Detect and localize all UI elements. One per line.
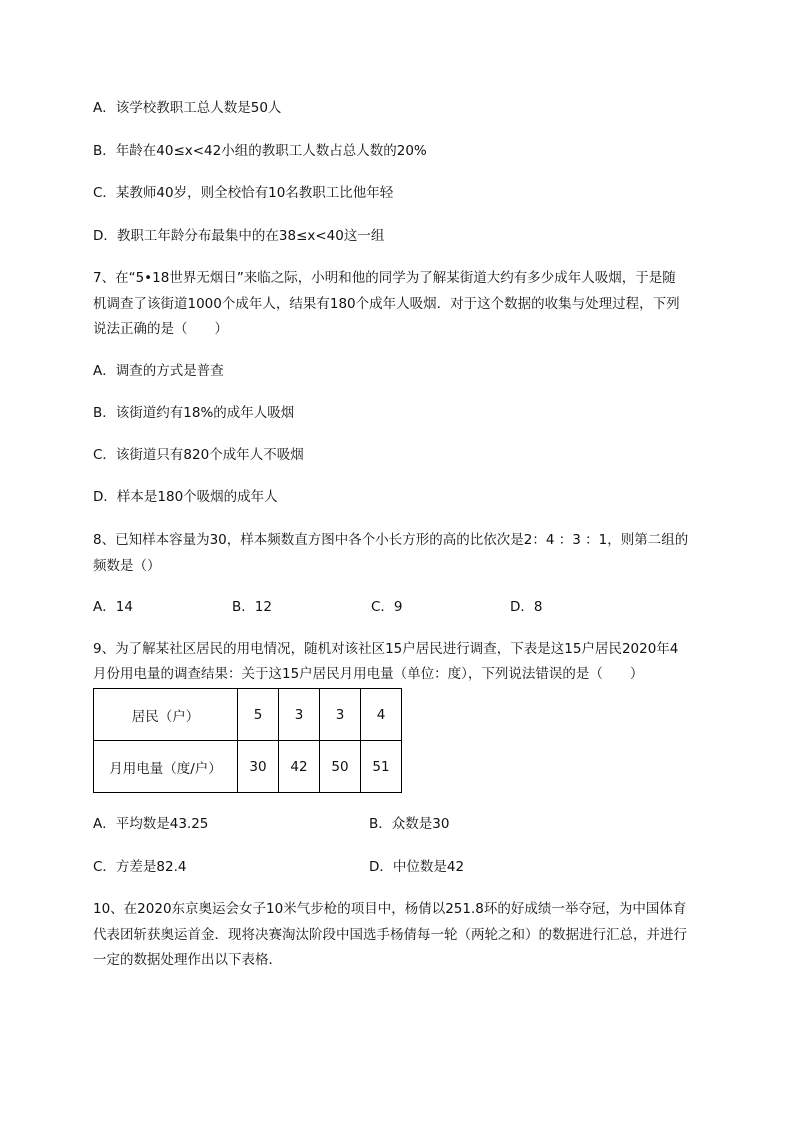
q8-option-a: A．14 [93,599,133,615]
q6-option-c: C．某教师40岁，则全校恰有10名教职工比他年轻 [93,185,394,201]
q9-option-a: A．平均数是43.25 [93,816,209,832]
q9-option-c: C．方差是82.4 [93,859,187,875]
electricity-table [93,688,402,793]
q9-stem-line1: 9、为了解某社区居民的用电情况，随机对该社区15户居民进行调查，下表是这15户居民2020年4 [93,641,679,657]
q10-stem-line3: 一定的数据处理作出以下表格． [93,952,282,968]
table-cell: 50 [320,741,361,793]
table-cell: 5 [238,689,279,741]
q8-option-c: C．9 [371,599,403,615]
q8-stem-line2: 频数是（） [93,558,161,574]
q7-stem-line2: 机调查了该街道1000个成年人，结果有180个成年人吸烟．对于这个数据的收集与处理过程，下列 [93,296,680,312]
q10-stem-line1: 10、在2020东京奥运会女子10米气步枪的项目中，杨倩以251.8环的好成绩一举夺冠，为中国体育 [93,901,687,917]
q10-stem-line2: 代表团斩获奥运首金．现将决赛淘汰阶段中国选手杨倩每一轮（两轮之和）的数据进行汇总，并进行 [93,927,687,943]
table-cell: 42 [279,741,320,793]
q7-option-a: A．调查的方式是普查 [93,363,224,379]
q9-stem-line2: 月份用电量的调查结果：关于这15户居民月用电量（单位：度），下列说法错误的是（ ） [93,666,644,682]
q9-option-d: D．中位数是42 [369,859,465,875]
q9-options-row2 [93,857,464,877]
table-cell: 3 [279,689,320,741]
q6-option-d: D．教职工年龄分布最集中的在38≤x<40这一组 [93,228,385,244]
q7-option-c: C．该街道只有820个成年人不吸烟 [93,447,304,463]
q7-option-d: D．样本是180个吸烟的成年人 [93,489,278,505]
table-row [94,741,402,793]
table-cell: 4 [361,689,402,741]
q6-option-b: B．年龄在40≤x<42小组的教职工人数占总人数的20% [93,143,427,159]
q7-stem-line1: 7、在“5•18世界无烟日”来临之际，小明和他的同学为了解某街道大约有多少成年人吸烟，于是随 [93,270,676,286]
q8-option-d: D．8 [510,599,543,615]
table-row [94,689,402,741]
q8-option-b: B．12 [232,599,272,615]
q9-options-row1 [93,814,449,834]
table-header-usage: 月用电量（度/户） [94,741,238,793]
table-header-residents: 居民（户） [94,689,238,741]
q6-option-a: A．该学校教职工总人数是50人 [93,100,282,116]
q7-stem-line3: 说法正确的是（ ） [93,321,228,337]
table-cell: 51 [361,741,402,793]
q8-stem-line1: 8、已知样本容量为30，样本频数直方图中各个小长方形的高的比依次是2：4 ：3 ：1，则第二组的 [93,532,689,548]
q7-option-b: B．该街道约有18%的成年人吸烟 [93,405,295,421]
table-cell: 3 [320,689,361,741]
q8-options [93,597,542,617]
q9-option-b: B．众数是30 [369,816,450,832]
table-cell: 30 [238,741,279,793]
